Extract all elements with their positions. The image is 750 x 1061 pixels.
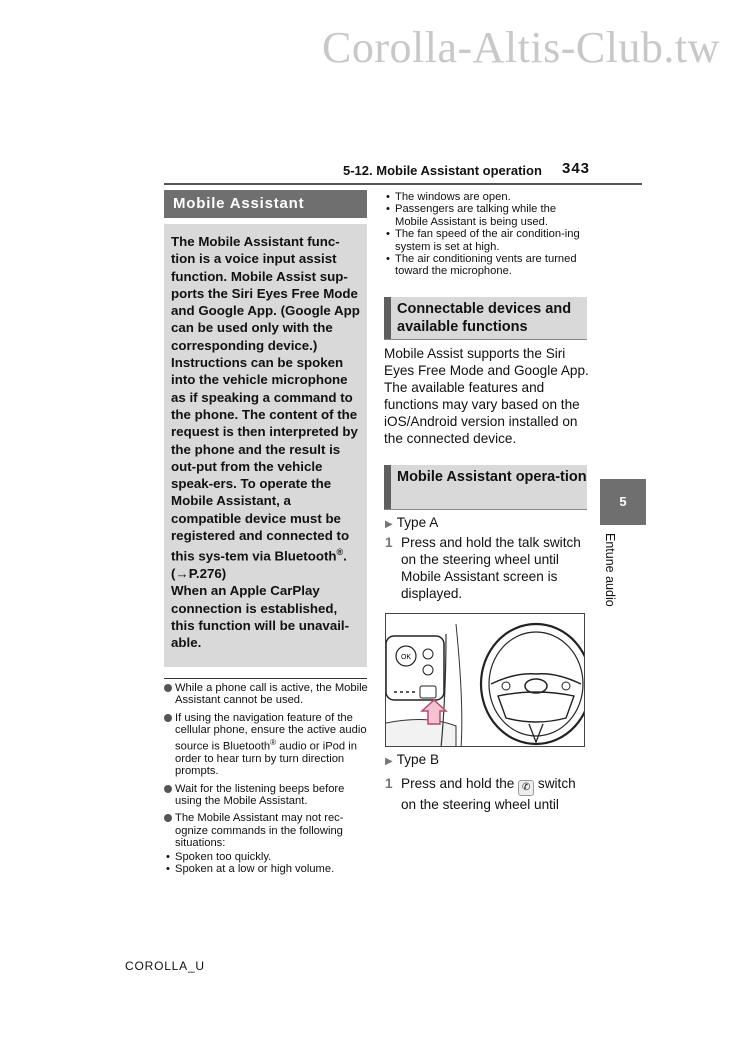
step-b: 1 Press and hold the ✆ switch on the steering wheel until — [385, 776, 576, 812]
step-number: 1 — [385, 535, 393, 550]
notes-list — [164, 682, 370, 875]
situation-item: • Passengers are talking while the Mobile Assistant is being used. — [386, 203, 557, 228]
devices-body: Mobile Assist supports the Siri Eyes Free Mode and Google App. The available features and functions may vary based on the iOS/Android version installed on the connected device. — [384, 346, 589, 446]
section-header: 5-12. Mobile Assistant operation — [343, 163, 542, 178]
section-title-devices: Connectable devices and available functions — [384, 297, 587, 339]
notes-rule — [164, 678, 367, 679]
situation-item: • Spoken at a low or high volume. — [166, 863, 335, 876]
situation-item: • Spoken too quickly. — [166, 850, 272, 863]
bullet-dot-icon — [164, 814, 172, 822]
situation-item: • The air conditioning vents are turned toward the microphone. — [386, 253, 577, 278]
bullet-dot-icon — [164, 785, 172, 793]
step-a: 1 Press and hold the talk switch on the steering wheel until Mobile Assistant screen is displayed. — [385, 535, 581, 601]
note-item: If using the navigation feature of the cellular phone, ensure the active audio source is Bluetooth® audio or iPod in order to hear turn by turn direction prompts. — [164, 712, 370, 778]
triangle-right-icon: ▶ — [385, 519, 393, 530]
footer-code: COROLLA_U — [125, 959, 205, 973]
page-number: 343 — [562, 160, 591, 177]
section-rule — [384, 339, 587, 340]
steering-wheel-illustration — [385, 613, 585, 747]
chapter-tab: 5 — [600, 479, 646, 525]
intro-paragraph — [171, 233, 360, 565]
situation-item: • The fan speed of the air condition-ing system is set at high. — [386, 228, 580, 253]
situations-continued — [384, 191, 589, 278]
chapter-banner: Mobile Assistant — [164, 190, 367, 218]
intro-text: The Mobile Assistant func-tion is a voice input assist function. Mobile Assist sup-ports the Siri Eyes Free Mode and Google App. (Google App can be used only with the corresponding device.) Instructions can be spoken into the vehicle microphone as if speaking a command to the phone. The content of the request is then interpreted by the phone and the result is out-put from the vehicle speak-ers. To operate the Mobile Assistant, a compatible device must be registered and connected to this sys-tem via Bluetooth — [171, 234, 360, 564]
step-number: 1 — [385, 776, 393, 791]
header-rule — [164, 183, 642, 185]
registered-mark: ® — [336, 547, 344, 558]
svg-text:OK: OK — [400, 654, 412, 661]
bullet-dot-icon — [164, 684, 172, 692]
note-item: While a phone call is active, the Mobile Assistant cannot be used. — [164, 682, 370, 707]
watermark: Corolla-Altis-Club.tw — [322, 23, 720, 72]
steering-wheel-icon — [386, 614, 585, 747]
type-a-label: ▶ Type A — [385, 515, 439, 530]
carplay-note: When an Apple CarPlay connection is established, this function will be unavail-able. — [171, 583, 350, 651]
note-item: Wait for the listening beeps before using the Mobile Assistant. — [164, 783, 370, 808]
section-title-operation: Mobile Assistant opera-tion — [384, 465, 587, 509]
type-b-label: ▶ Type B — [385, 752, 440, 767]
phone-icon: ✆ — [518, 780, 534, 796]
intro-period: . — [343, 548, 347, 564]
page-reference: (→P.276) — [171, 566, 227, 582]
chapter-tab-label: Entune audio — [603, 533, 617, 607]
triangle-right-icon: ▶ — [385, 756, 393, 767]
intro-box — [164, 224, 367, 667]
note-item: The Mobile Assistant may not rec-ognize commands in the following situations: — [164, 812, 370, 849]
bullet-dot-icon — [164, 714, 172, 722]
situation-item: • The windows are open. — [386, 191, 511, 203]
section-rule — [384, 509, 587, 510]
